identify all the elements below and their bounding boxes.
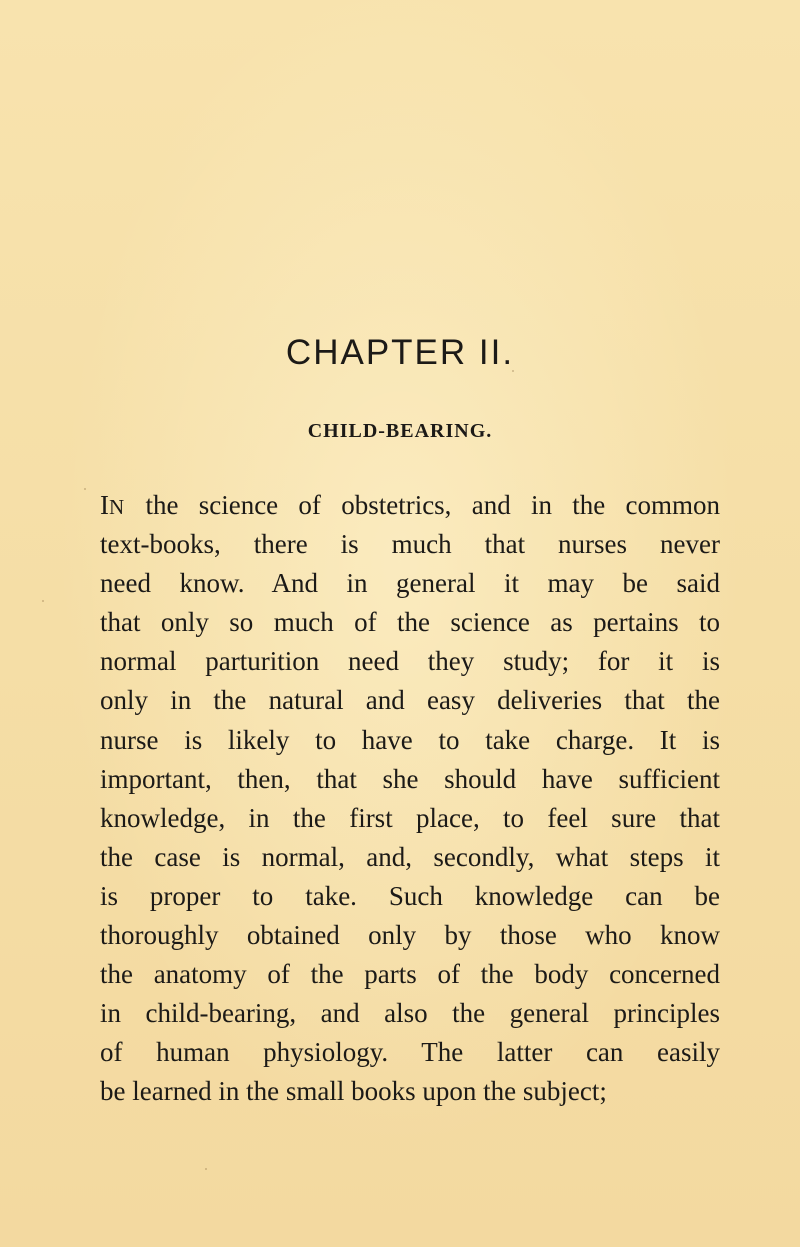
paper-speck [205, 1168, 207, 1170]
paper-speck [42, 600, 44, 602]
text-line-9: knowledge, in the first place, to feel sure that [100, 802, 720, 833]
text-line-6: only in the natural and easy deliveries that the [100, 685, 720, 716]
paper-speck [512, 370, 514, 372]
text-line-1 [100, 486, 720, 525]
text-line-2: text-books, there is much that nurses never [100, 529, 720, 560]
chapter-subtitle: CHILD-BEARING. [307, 420, 493, 442]
initial-smallcap: N [109, 495, 126, 519]
text-line-11: is proper to take. Such knowledge can be [100, 880, 720, 911]
text-line-5: normal parturition need they study; for it is [100, 646, 720, 677]
text-line-13: the anatomy of the parts of the body concerned [100, 959, 720, 990]
text-line-7: nurse is likely to have to take charge. It is [100, 724, 720, 755]
text-line-14: in child-bearing, and also the general principles [100, 998, 720, 1029]
text-line-3: need know. And in general it may be said [100, 568, 720, 599]
text-line-4: that only so much of the science as pertains to [100, 607, 720, 638]
chapter-title: CHAPTER II. [285, 333, 515, 372]
paper-speck [84, 488, 86, 490]
text-line-15: of human physiology. The latter can easily [100, 1037, 720, 1068]
initial-letter: I [100, 490, 109, 520]
body-paragraph [100, 486, 720, 1112]
text-line-12: thoroughly obtained only by those who know [100, 920, 720, 951]
text-line-16: be learned in the small books upon the subject; [100, 1076, 607, 1107]
text-line-8: important, then, that she should have sufficient [100, 763, 720, 794]
text-line-10: the case is normal, and, secondly, what steps it [100, 841, 720, 872]
line-1-rest: the science of obstetrics, and in the common [125, 490, 720, 520]
